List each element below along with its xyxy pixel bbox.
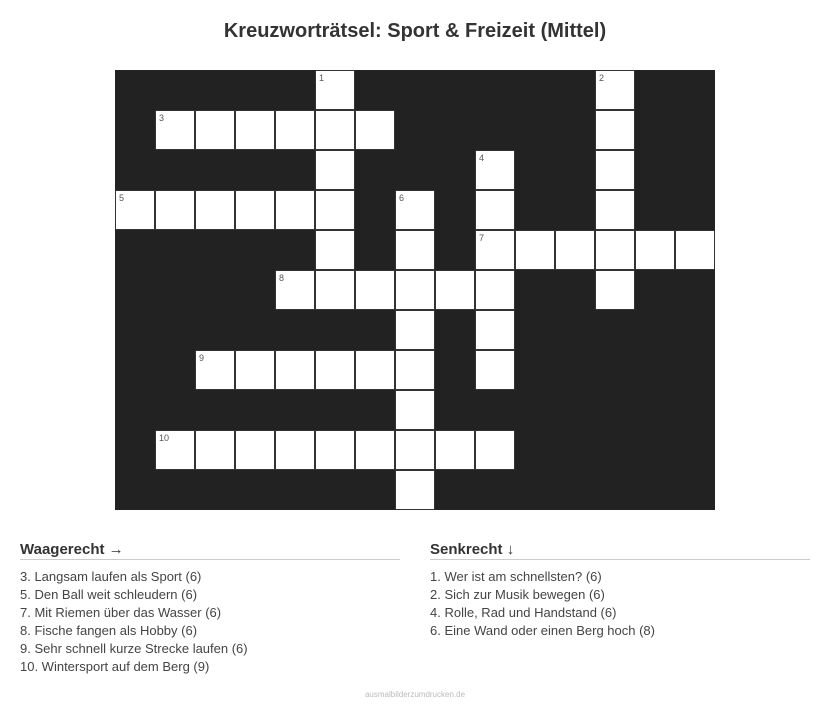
grid-cell[interactable]: [395, 270, 435, 310]
grid-cell[interactable]: [555, 230, 595, 270]
clue-number: 10: [159, 433, 170, 443]
grid-cell[interactable]: [235, 350, 275, 390]
grid-cell[interactable]: [595, 190, 635, 230]
grid-cell[interactable]: [315, 70, 355, 110]
down-heading: Senkrecht ↓: [430, 541, 810, 560]
across-clue: 9. Sehr schnell kurze Strecke laufen (6): [20, 641, 248, 656]
down-clue: 6. Eine Wand oder einen Berg hoch (8): [430, 623, 655, 638]
grid-cell[interactable]: [355, 270, 395, 310]
grid-cell[interactable]: [435, 270, 475, 310]
clue-number: 2: [599, 73, 605, 83]
grid-cell[interactable]: [195, 350, 235, 390]
clue-number: 5: [119, 193, 125, 203]
grid-cell[interactable]: [475, 350, 515, 390]
down-clue-list: [430, 568, 810, 640]
across-clue-list: [20, 568, 400, 676]
clue-number: 3: [159, 113, 165, 123]
across-clues: [20, 541, 400, 676]
grid-cell[interactable]: [315, 230, 355, 270]
clue-number: 7: [479, 233, 485, 243]
across-clue: 10. Wintersport auf dem Berg (9): [20, 659, 210, 674]
grid-cell[interactable]: [235, 190, 275, 230]
grid-cell[interactable]: [395, 230, 435, 270]
grid-cell[interactable]: [235, 110, 275, 150]
grid-cell[interactable]: [275, 350, 315, 390]
page-title: Kreuzworträtsel: Sport & Freizeit (Mittel): [223, 20, 607, 42]
grid-cell[interactable]: [595, 70, 635, 110]
down-clues: [430, 541, 810, 640]
grid-cell[interactable]: [355, 110, 395, 150]
clue-number: 9: [199, 353, 205, 363]
grid-cell[interactable]: [275, 110, 315, 150]
grid-cell[interactable]: [595, 150, 635, 190]
down-clue: 4. Rolle, Rad und Handstand (6): [430, 605, 617, 620]
across-clue: 3. Langsam laufen als Sport (6): [20, 569, 202, 584]
grid-cell[interactable]: [315, 270, 355, 310]
grid-cell[interactable]: [315, 190, 355, 230]
grid-cell[interactable]: [475, 430, 515, 470]
grid-cell[interactable]: [475, 310, 515, 350]
clue-number: 6: [399, 193, 405, 203]
grid-cell[interactable]: [395, 390, 435, 430]
grid-cell[interactable]: [315, 150, 355, 190]
across-clue: 7. Mit Riemen über das Wasser (6): [20, 605, 222, 620]
grid-cell[interactable]: [635, 230, 675, 270]
clue-number: 1: [319, 73, 325, 83]
grid-cell[interactable]: [355, 350, 395, 390]
grid-cell[interactable]: [475, 150, 515, 190]
grid-cell[interactable]: [155, 190, 195, 230]
grid-cell[interactable]: [155, 110, 195, 150]
grid-cell[interactable]: [275, 430, 315, 470]
grid-cell[interactable]: [595, 230, 635, 270]
grid-cell[interactable]: [315, 110, 355, 150]
grid-cell[interactable]: [355, 430, 395, 470]
grid-cell[interactable]: [515, 230, 555, 270]
down-clue: 2. Sich zur Musik bewegen (6): [430, 587, 605, 602]
footer-credit: ausmalbilderzumdrucken.de: [364, 690, 466, 699]
grid-cell[interactable]: [195, 430, 235, 470]
across-heading: Waagerecht →: [20, 541, 400, 560]
grid-cell[interactable]: [315, 350, 355, 390]
across-clue: 8. Fische fangen als Hobby (6): [20, 623, 198, 638]
grid-cell[interactable]: [235, 430, 275, 470]
grid-cell[interactable]: [595, 110, 635, 150]
clue-number: 8: [279, 273, 285, 283]
crossword-grid: [115, 70, 715, 510]
grid-cell[interactable]: [595, 270, 635, 310]
grid-cell[interactable]: [195, 110, 235, 150]
grid-cell[interactable]: [675, 230, 715, 270]
clue-number: 4: [479, 153, 485, 163]
grid-cell[interactable]: [475, 190, 515, 230]
grid-cell[interactable]: [155, 430, 195, 470]
grid-cell[interactable]: [435, 430, 475, 470]
grid-cell[interactable]: [275, 270, 315, 310]
grid-cell[interactable]: [395, 350, 435, 390]
grid-cell[interactable]: [195, 190, 235, 230]
grid-cell[interactable]: [275, 190, 315, 230]
grid-cell[interactable]: [315, 430, 355, 470]
grid-cell[interactable]: [395, 470, 435, 510]
down-clue: 1. Wer ist am schnellsten? (6): [430, 569, 602, 584]
grid-cell[interactable]: [475, 270, 515, 310]
grid-cell[interactable]: [395, 190, 435, 230]
grid-cell[interactable]: [395, 310, 435, 350]
grid-cell[interactable]: [475, 230, 515, 270]
grid-cell[interactable]: [395, 430, 435, 470]
grid-cell[interactable]: [115, 190, 155, 230]
across-clue: 5. Den Ball weit schleudern (6): [20, 587, 198, 602]
